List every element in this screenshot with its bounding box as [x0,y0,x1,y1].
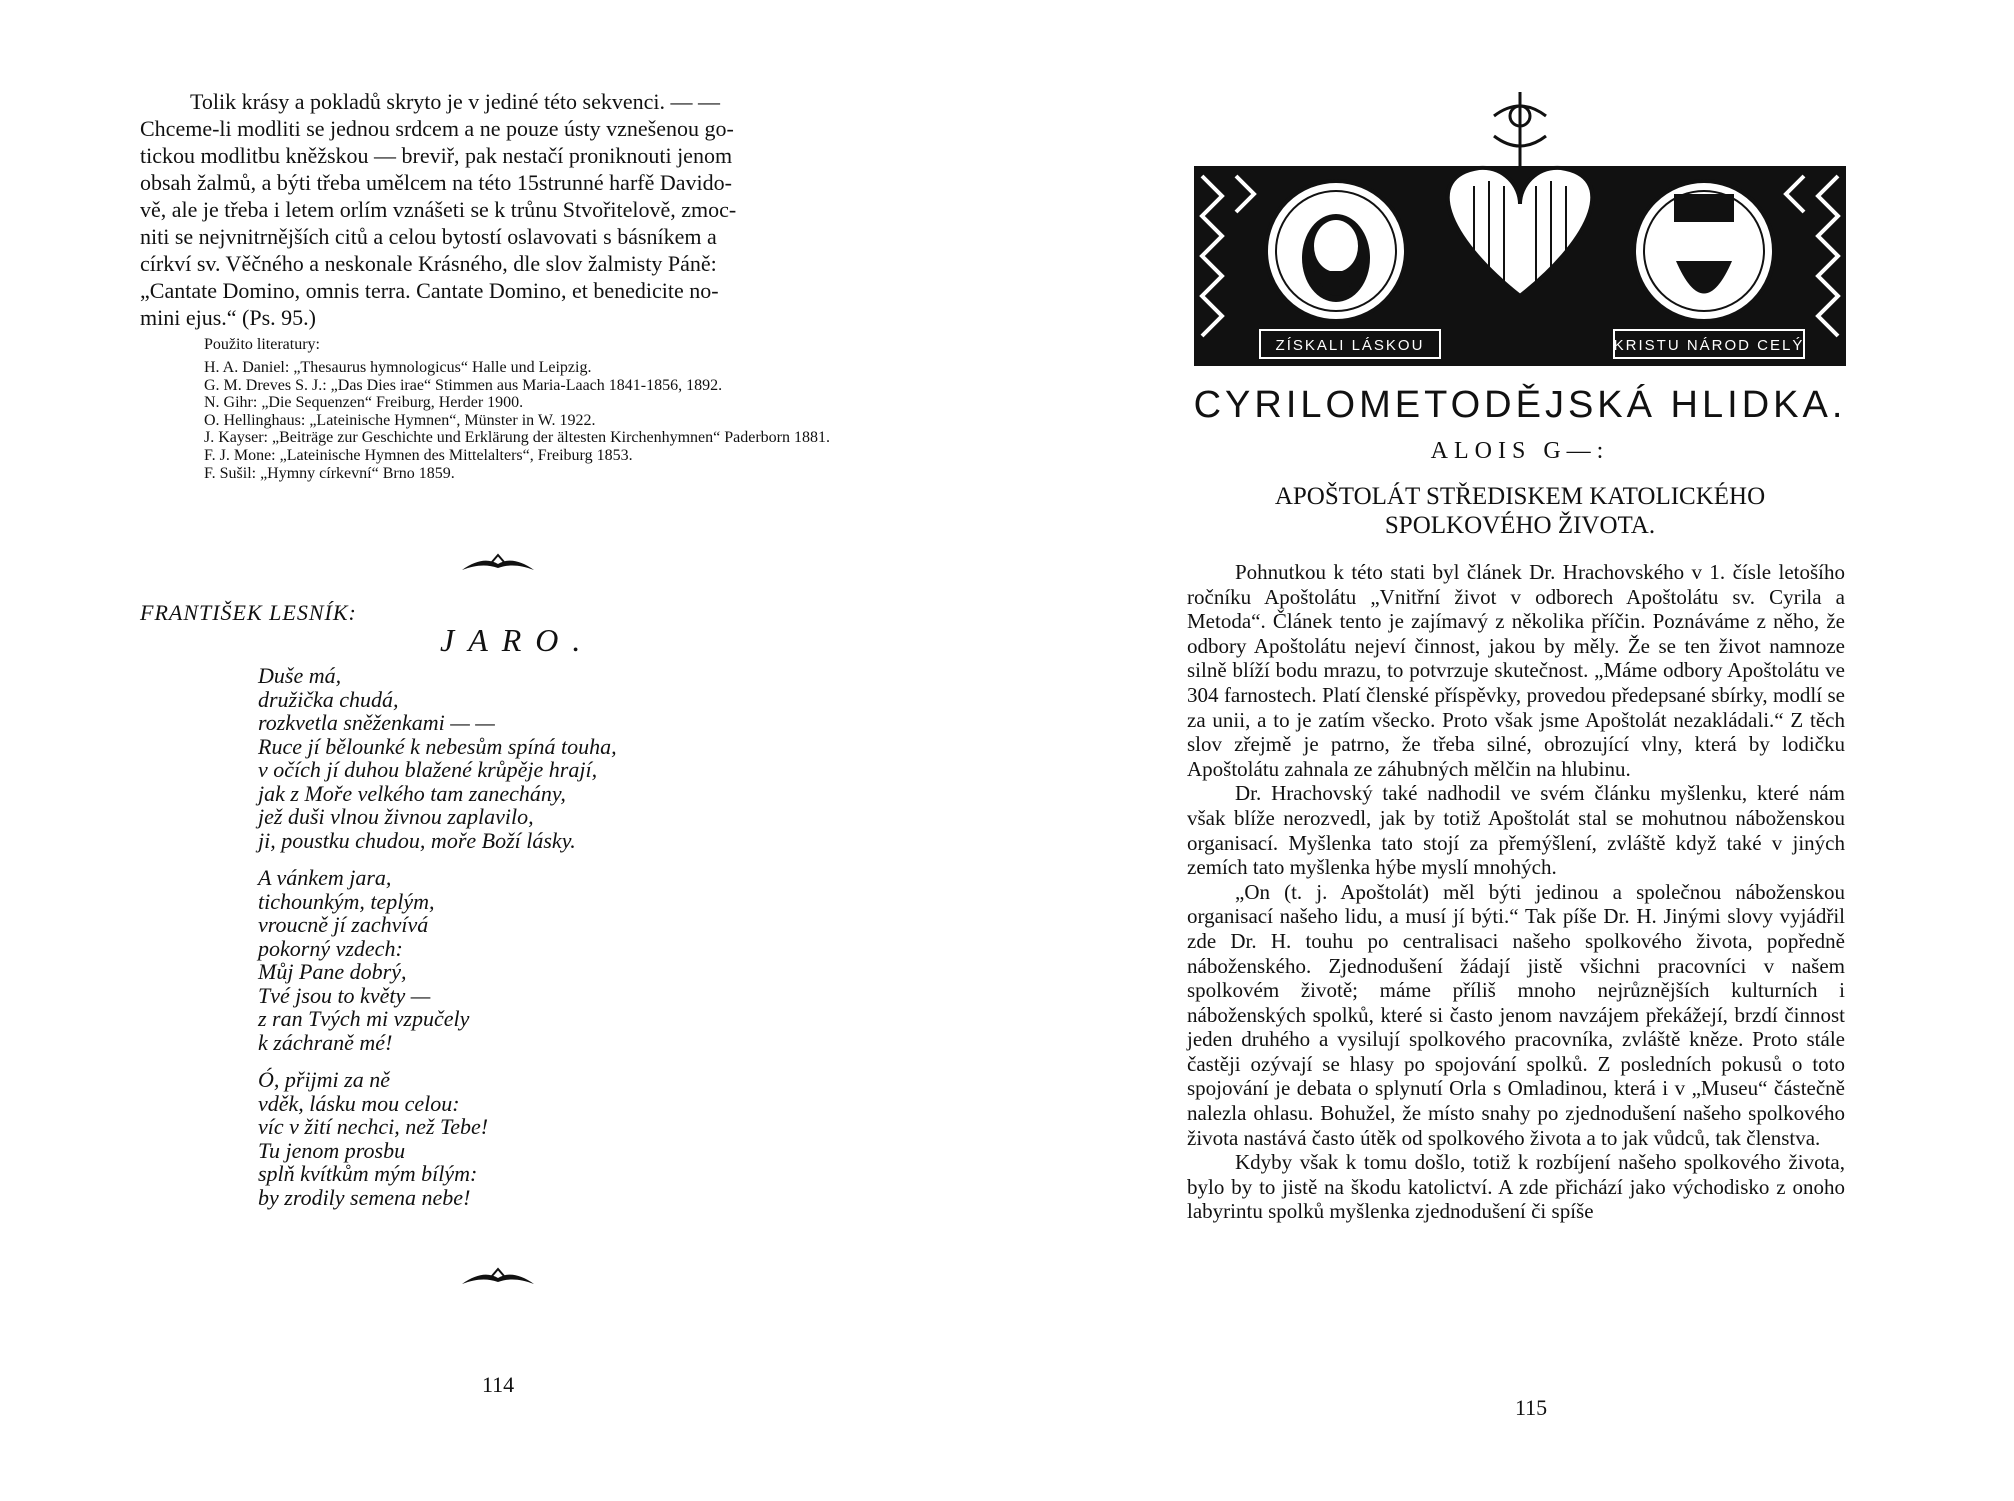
poem-line: rozkvetla sněženkami — — [258,710,495,735]
poem-body [258,664,617,1223]
poem-line: ji, poustku chudou, moře Boží lásky. [258,827,576,853]
poem-stanza [258,1068,617,1209]
page-number: 115 [1515,1395,1548,1420]
saints-banner-illustration [1194,86,1846,366]
poem-line: vroucně jí zachvívá [258,912,429,937]
literature-heading: Použito literatury: [204,336,320,353]
poem-line: Můj Pane dobrý, [258,959,407,984]
article-author: ALOIS G—: [1430,438,1610,464]
right-page [1007,0,2014,1501]
poem-line: vděk, lásku mou celou: [258,1090,460,1116]
reference-item: G. M. Dreves S. J.: „Das Dies irae“ Stimmen aus Maria-Laach 1841-1856, 1892. [204,376,723,394]
article-title [1190,482,1850,540]
poem-line: družička chudá, [258,686,399,712]
left-text-column [140,88,870,482]
intro-paragraph [140,88,870,331]
reference-item: N. Gihr: „Die Sequenzen“ Freiburg, Herder 1900. [204,394,524,412]
poem-line: jak z Moře velkého tam zanechány, [258,780,566,806]
poem-line: Ó, přijmi za ně [258,1067,390,1092]
article-body [1187,560,1845,1224]
ornament-divider-icon [458,552,538,576]
intro-line: církví sv. Věčného a neskonale Krásného, dle slov žalmisty Páně: [140,251,717,276]
poem-title: JARO. [440,622,595,658]
banner-caption-left: ZÍSKALI LÁSKOU [1275,337,1425,354]
reference-item: F. J. Mone: „Lateinische Hymnen des Mittelalters“, Freiburg 1853. [204,446,633,464]
reference-item: O. Hellinghaus: „Lateinische Hymnen“, Münster in W. 1922. [204,411,596,429]
poem-stanza [258,866,617,1054]
poem-line: jež duši vlnou živnou zaplavilo, [258,804,534,829]
poem-line: pokorný vzdech: [258,935,403,961]
poem-line: z ran Tvých mi vzpučely [258,1006,470,1031]
poem-line: Tvé jsou to květy — [258,982,431,1008]
article-paragraph: Dr. Hrachovský také nadhodil ve svém článku myšlenku, které nám však blíže nerozvedl, jak by totiž Apoštolát stal se mohutnou náboženskou organisací. Myšlenka tato stojí za přemýšlení, zvláště když také v jiných zemích tato myšlenka hýbe myslí mnohých. [1187,781,1845,880]
article-paragraph: Pohnutkou k této stati byl článek Dr. Hrachovského v 1. čísle letošího ročníku Apoštolátu „Vnitřní život v odborech Apoštolátu sv. Cyrila a Metoda“. Článek tento je zajímavý z několika příčin. Poznáváme z něho, že odbory Apoštolátu nejeví činnost, jakou by měly. Že se ten život namnoze silně blíží bodu mrazu, to potvrzuje skutečnost. „Máme odbory Apoštolátu ve 304 farnostech. Platí členské příspěvky, provedou předepsané sbírky, modlí se za unii, a to je zatím všecko. Proto však jsme Apoštolát nezakládali.“ Z těch slov zřejmě je patrno, že třeba silné, obrozující vlny, která by lodičku Apoštolátu zahnala ze záhubných mělčin na hlubinu. [1187,560,1845,781]
poem-line: by zrodily semena nebe! [258,1184,471,1210]
reference-item: J. Kayser: „Beiträge zur Geschichte und Erklärung der ältesten Kirchenhymnen“ Paderborn 1881. [204,429,830,447]
banner-caption-right: KRISTU NÁROD CELÝ [1613,337,1805,354]
poem-line: Ruce jí bělounké k nebesům spíná touha, [258,733,617,759]
article-title-line: APOŠTOLÁT STŘEDISKEM KATOLICKÉHO [1274,483,1766,510]
poem-line: splň kvítkům mým bílým: [258,1161,478,1186]
reference-list [140,359,870,482]
masthead-title: CYRILOMETODĚJSKÁ HLIDKA. [1193,384,1847,426]
intro-line: niti se nejvnitrnějších citů a celou bytostí oslavovati s básníkem a [140,224,717,249]
poem-line: Tu jenom prosbu [258,1137,406,1163]
poem-line: v očích jí duhou blažené krůpěje hrají, [258,757,598,782]
poem-line: k záchraně mé! [258,1029,393,1055]
ornament-divider-icon [458,1266,538,1290]
intro-line: obsah žalmů, a býti třeba umělcem na této 15strunné harfě Davido- [140,170,732,195]
poem-author: FRANTIŠEK LESNÍK: [140,600,357,625]
intro-line: „Cantate Domino, omnis terra. Cantate Domino, et benedicite no- [140,278,719,303]
intro-line: vě, ale je třeba i letem orlím vznášeti se k trůnu Stvořitelově, zmoc- [140,197,737,222]
article-paragraph: Kdyby však k tomu došlo, totiž k rozbíjení našeho spolkového života, bylo by to jistě na škodu katolictví. A zde přichází jako východisko z onoho labyrintu spolků myšlenka zjednodušení či spíše [1187,1150,1845,1224]
page-number: 114 [482,1372,515,1397]
intro-line: Chceme-li modliti se jednou srdcem a ne pouze ústy vznešenou go- [140,116,734,141]
article-title-line: SPOLKOVÉHO ŽIVOTA. [1384,512,1656,539]
poem-line: tichounkým, teplým, [258,888,435,914]
poem-stanza [258,664,617,852]
intro-line: Tolik krásy a pokladů skryto je v jediné této sekvenci. — — [190,89,721,114]
reference-item: H. A. Daniel: „Thesaurus hymnologicus“ Halle und Leipzig. [204,359,592,376]
poem-line: víc v žití nechci, než Tebe! [258,1114,489,1139]
intro-line: tickou modlitbu kněžskou — breviř, pak nestačí proniknouti jenom [140,143,733,168]
poem-line: A vánkem jara, [258,865,392,890]
poem-line: Duše má, [258,663,342,688]
intro-line: mini ejus.“ (Ps. 95.) [140,305,316,330]
article-paragraph: „On (t. j. Apoštolát) měl býti jedinou a společnou náboženskou organisací našeho lidu, a musí jí býti.“ Tak píše Dr. H. Jinými slovy vyjádřil zde Dr. H. touhu po centralisaci našeho spolkového života, popředně náboženského. Zjednodušení žádají jistě všichni pracovníci v našem spolkovém životě; máme příliš mnoho nejrůznějších kulturních i náboženských spolků, které si často jenom navzájem překážejí, brzdí činnost jeden druhého a vysilují spolkového pracovníka, zvláště kněze. Proto stále častěji ozývají se hlasy po spojování spolků. Z posledních pokusů o toto spojování je debata o splynutí Orla s Omladinou, která i v „Museu“ částečně nalezla ohlasu. Bohužel, že místo snahy po zjednodušení našeho spolkového života nastává často útěk od spolkového života a to jak vůdců, tak členstva. [1187,879,1845,1150]
reference-item: F. Sušil: „Hymny církevní“ Brno 1859. [204,464,455,482]
